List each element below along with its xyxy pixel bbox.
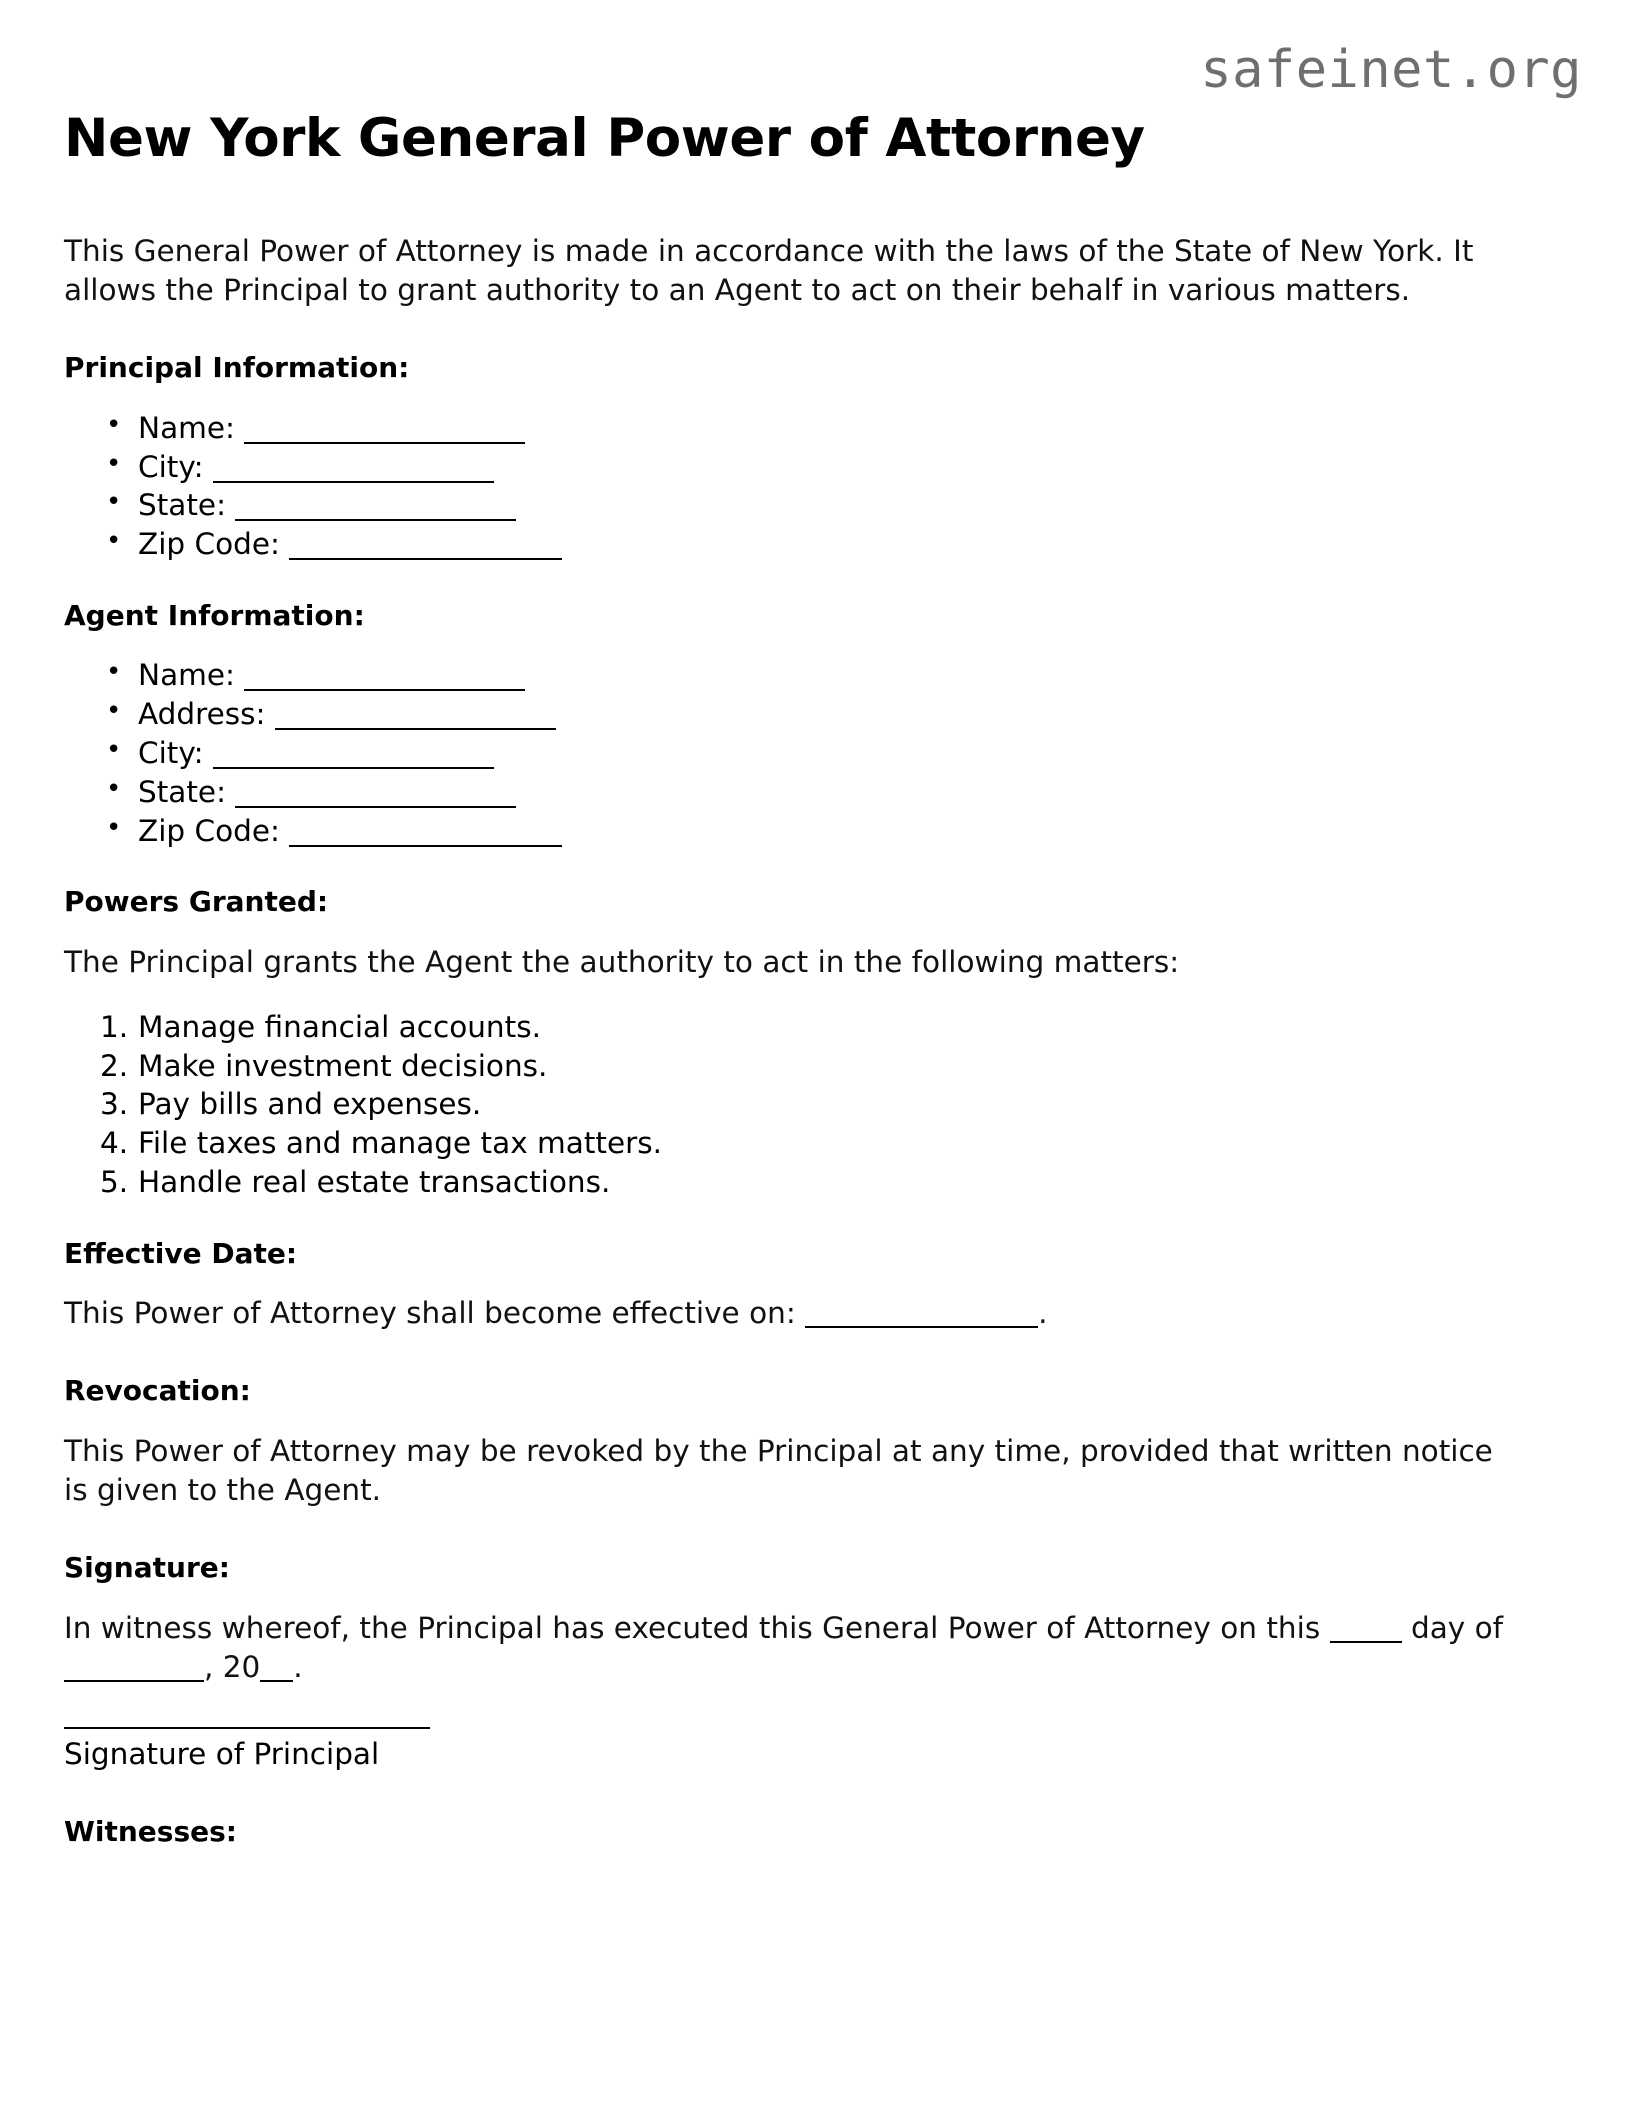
signature-year-blank[interactable] (260, 1680, 293, 1682)
list-item (102, 525, 1524, 564)
list-item (102, 773, 1524, 812)
site-watermark: safeinet.org (1200, 40, 1582, 100)
signature-text-part1: In witness whereof, the Principal has executed this General Power of Attorney on this (64, 1610, 1321, 1645)
signature-month-blank[interactable] (64, 1680, 204, 1682)
spacer (64, 1202, 1524, 1236)
agent-state-blank[interactable] (235, 806, 516, 808)
field-label: Zip Code: (138, 527, 280, 562)
effective-date-period: . (1038, 1296, 1048, 1331)
spacer (64, 1510, 1524, 1550)
field-label: Name: (138, 410, 235, 445)
signature-day-blank[interactable] (1330, 1641, 1402, 1643)
field-label: City: (138, 735, 204, 770)
intro-paragraph: This General Power of Attorney is made in accordance with the laws of the State of New York. It allows the Principal to grant authority to an Agent to act on their behalf in various matters. (64, 234, 1474, 308)
list-item (102, 734, 1524, 773)
list-item (102, 409, 1524, 448)
field-label: Zip Code: (138, 813, 280, 848)
section-heading-powers-granted: Powers Granted: (64, 885, 329, 919)
spacer (64, 1587, 1524, 1609)
section-heading-principal-information: Principal Information: (64, 351, 410, 385)
signature-line[interactable] (64, 1727, 430, 1729)
effective-date-paragraph (64, 1294, 1524, 1333)
effective-date-blank[interactable] (805, 1326, 1038, 1328)
section-heading-effective-date: Effective Date: (64, 1236, 298, 1270)
signature-text-part4: . (293, 1649, 303, 1684)
principal-name-blank[interactable] (244, 442, 525, 444)
spacer (64, 1333, 1524, 1373)
list-item (102, 656, 1524, 695)
list-item: File taxes and manage tax matters. (138, 1126, 662, 1161)
agent-zip-blank[interactable] (289, 845, 562, 847)
effective-date-text: This Power of Attorney shall become effective on: (64, 1296, 796, 1331)
agent-fields-list (64, 656, 1524, 850)
field-label: Name: (138, 658, 235, 693)
section-heading-witnesses: Witnesses: (64, 1814, 237, 1848)
list-item (102, 695, 1524, 734)
list-item: Manage financial accounts. (138, 1009, 541, 1044)
section-heading-agent-information: Agent Information: (64, 598, 365, 632)
agent-city-blank[interactable] (213, 767, 494, 769)
powers-list (64, 1008, 1524, 1202)
section-heading-revocation: Revocation: (64, 1374, 251, 1408)
spacer (64, 1272, 1524, 1294)
spacer (64, 1774, 1524, 1814)
powers-lead-in: The Principal grants the Agent the authority to act in the following matters: (64, 944, 1180, 979)
principal-zip-blank[interactable] (289, 558, 562, 560)
principal-fields-list (64, 409, 1524, 564)
spacer (64, 1410, 1524, 1432)
spacer (64, 982, 1524, 1008)
spacer (64, 1687, 1524, 1727)
spacer (64, 564, 1524, 598)
spacer (64, 387, 1524, 409)
document-body (64, 232, 1524, 1850)
field-label: State: (138, 488, 227, 523)
agent-name-blank[interactable] (244, 689, 525, 691)
field-label: Address: (138, 697, 266, 732)
agent-address-blank[interactable] (275, 728, 556, 730)
field-label: State: (138, 774, 227, 809)
list-item (102, 486, 1524, 525)
field-label: City: (138, 449, 204, 484)
page-title: New York General Power of Attorney (64, 108, 1145, 169)
list-item (102, 812, 1524, 851)
revocation-paragraph: This Power of Attorney may be revoked by the Principal at any time, provided that written notice is given to the Agent. (64, 1433, 1493, 1508)
principal-city-blank[interactable] (213, 481, 494, 483)
signature-caption: Signature of Principal (64, 1737, 380, 1772)
section-heading-signature: Signature: (64, 1551, 230, 1585)
signature-paragraph (64, 1609, 1524, 1687)
spacer (64, 310, 1524, 350)
spacer (64, 850, 1524, 884)
principal-state-blank[interactable] (235, 519, 516, 521)
list-item: Handle real estate transactions. (138, 1165, 611, 1200)
list-item: Pay bills and expenses. (138, 1087, 482, 1122)
spacer (64, 921, 1524, 943)
spacer (64, 634, 1524, 656)
list-item: Make investment decisions. (138, 1048, 548, 1083)
list-item (102, 448, 1524, 487)
signature-text-part2: day of (1410, 1610, 1504, 1645)
signature-text-part3: , 20 (204, 1649, 261, 1684)
